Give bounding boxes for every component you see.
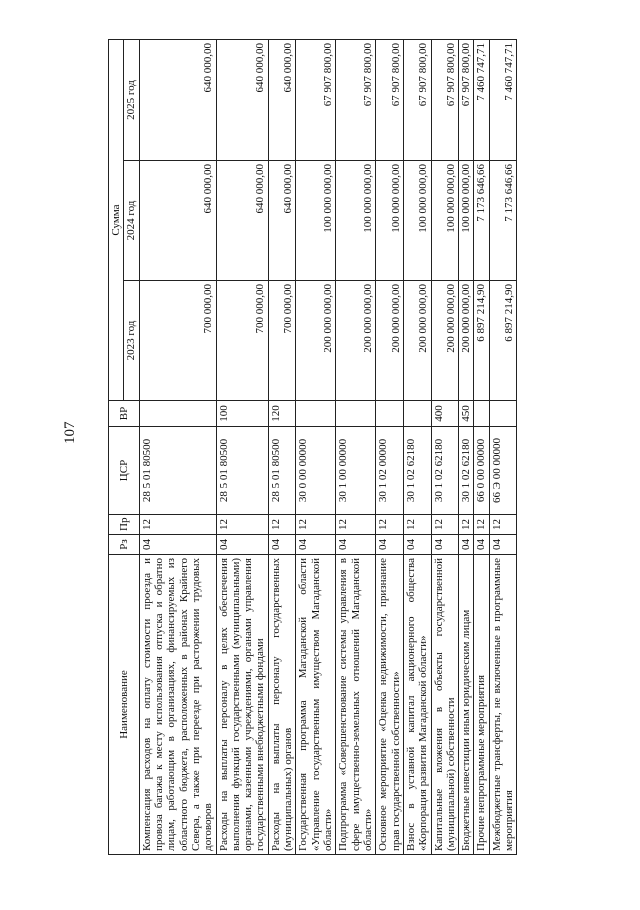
row-csr: 30 0 00 00000: [296, 427, 336, 515]
row-2025: 67 907 800,00: [376, 40, 404, 161]
row-2024: 100 000 000,00: [296, 161, 336, 281]
row-rz: 04: [474, 535, 489, 555]
row-rz: 04: [139, 535, 216, 555]
row-2025: 67 907 800,00: [431, 40, 459, 161]
row-csr: 30 1 00 00000: [336, 427, 376, 515]
row-name: Прочие непрограммные мероприятия: [474, 555, 489, 855]
table-row: [403, 40, 431, 855]
row-vr: [139, 401, 216, 427]
row-pr: 12: [296, 515, 336, 535]
header-rz: Рз: [109, 535, 140, 555]
row-pr: 12: [376, 515, 404, 535]
row-rz: 04: [403, 535, 431, 555]
budget-table-page: [108, 40, 558, 855]
header-2025: 2025 год: [124, 40, 139, 161]
row-pr: 12: [474, 515, 489, 535]
row-2023: 700 000,00: [216, 281, 268, 401]
row-2023: 700 000,00: [139, 281, 216, 401]
row-2023: 200 000 000,00: [403, 281, 431, 401]
row-2024: 7 173 646,66: [474, 161, 489, 281]
row-vr: [336, 401, 376, 427]
row-2024: 100 000 000,00: [431, 161, 459, 281]
row-pr: 12: [431, 515, 459, 535]
row-2023: 200 000 000,00: [336, 281, 376, 401]
table-row: [268, 40, 296, 855]
row-vr: 100: [216, 401, 268, 427]
row-vr: [403, 401, 431, 427]
table-row: [489, 40, 517, 855]
table-row: [296, 40, 336, 855]
table-row: [474, 40, 489, 855]
row-2025: 67 907 800,00: [336, 40, 376, 161]
row-2024: 640 000,00: [139, 161, 216, 281]
row-name: Бюджетные инвестиции иным юридическим лицам: [459, 555, 474, 855]
row-csr: 66 0 00 00000: [474, 427, 489, 515]
row-pr: 12: [268, 515, 296, 535]
row-rz: 04: [336, 535, 376, 555]
row-csr: 30 1 02 62180: [403, 427, 431, 515]
row-rz: 04: [431, 535, 459, 555]
row-2023: 200 000 000,00: [459, 281, 474, 401]
page-number: 107: [62, 421, 78, 444]
row-rz: 04: [268, 535, 296, 555]
table-body: [139, 40, 517, 855]
row-pr: 12: [216, 515, 268, 535]
row-rz: 04: [459, 535, 474, 555]
row-name: Расходы на выплаты персоналу в целях обеспечения выполнения функций государственными (муниципальными) органами, казенными учреждениями, органами управления государственными внебюджетными фондами: [216, 555, 268, 855]
header-pr: Пр: [109, 515, 140, 535]
row-rz: 04: [216, 535, 268, 555]
row-2023: 6 897 214,90: [474, 281, 489, 401]
row-2024: 640 000,00: [268, 161, 296, 281]
row-vr: [489, 401, 517, 427]
row-name: Межбюджетные трансферты, не включенные в программные мероприятия: [489, 555, 517, 855]
row-2025: 7 460 747,71: [474, 40, 489, 161]
table-row: [459, 40, 474, 855]
row-rz: 04: [296, 535, 336, 555]
header-name: Наименование: [109, 555, 140, 855]
row-name: Расходы на выплаты персоналу государственных (муниципальных) органов: [268, 555, 296, 855]
table-row: [431, 40, 459, 855]
row-2025: 640 000,00: [216, 40, 268, 161]
row-2024: 640 000,00: [216, 161, 268, 281]
header-vr: ВР: [109, 401, 140, 427]
row-2023: 200 000 000,00: [376, 281, 404, 401]
header-2024: 2024 год: [124, 161, 139, 281]
table-row: [216, 40, 268, 855]
row-2024: 100 000 000,00: [459, 161, 474, 281]
row-2025: 67 907 800,00: [403, 40, 431, 161]
table-row: [336, 40, 376, 855]
row-rz: 04: [489, 535, 517, 555]
row-2024: 100 000 000,00: [376, 161, 404, 281]
row-name: Государственная программа Магаданской области «Управление государственным имуществом Магаданской области»: [296, 555, 336, 855]
row-2025: 640 000,00: [139, 40, 216, 161]
row-csr: 30 1 02 62180: [459, 427, 474, 515]
row-2025: 67 907 800,00: [459, 40, 474, 161]
table-row: [376, 40, 404, 855]
row-vr: 400: [431, 401, 459, 427]
row-2023: 700 000,00: [268, 281, 296, 401]
row-vr: [376, 401, 404, 427]
row-vr: 450: [459, 401, 474, 427]
row-name: Компенсация расходов на оплату стоимости проезда и провоза багажа к месту использования отпуска и обратно лицам, работающим в организациях, финансируемых из областного бюджета, расположенных в районах Крайнего Севера, а также при переезде при расторжении трудовых договоров: [139, 555, 216, 855]
row-name: Взнос в уставной капитал акционерного общества «Корпорация развития Магаданской области»: [403, 555, 431, 855]
row-2023: 6 897 214,90: [489, 281, 517, 401]
row-csr: 30 1 02 00000: [376, 427, 404, 515]
row-2025: 7 460 747,71: [489, 40, 517, 161]
row-csr: 66 Э 00 00000: [489, 427, 517, 515]
header-2023: 2023 год: [124, 281, 139, 401]
row-pr: 12: [139, 515, 216, 535]
row-csr: 30 1 02 62180: [431, 427, 459, 515]
row-2025: 640 000,00: [268, 40, 296, 161]
row-2025: 67 907 800,00: [296, 40, 336, 161]
row-2024: 100 000 000,00: [336, 161, 376, 281]
row-pr: 12: [489, 515, 517, 535]
row-2024: 100 000 000,00: [403, 161, 431, 281]
row-2023: 200 000 000,00: [431, 281, 459, 401]
row-2024: 7 173 646,66: [489, 161, 517, 281]
row-2023: 200 000 000,00: [296, 281, 336, 401]
row-name: Основное мероприятие «Оценка недвижимости, признание прав государственной собственности»: [376, 555, 404, 855]
row-pr: 12: [403, 515, 431, 535]
budget-table: [108, 39, 517, 855]
row-vr: [474, 401, 489, 427]
row-csr: 28 5 01 80500: [139, 427, 216, 515]
row-pr: 12: [459, 515, 474, 535]
row-rz: 04: [376, 535, 404, 555]
header-sum: Сумма: [109, 40, 124, 401]
table-header: [109, 40, 140, 855]
row-csr: 28 5 01 80500: [216, 427, 268, 515]
table-row: [139, 40, 216, 855]
row-vr: 120: [268, 401, 296, 427]
row-pr: 12: [336, 515, 376, 535]
row-name: Капитальные вложения в объекты государственной (муниципальной) собственности: [431, 555, 459, 855]
row-name: Подпрограмма «Совершенствование системы управления в сфере имущественно-земельных отношений Магаданской области»: [336, 555, 376, 855]
row-csr: 28 5 01 80500: [268, 427, 296, 515]
row-vr: [296, 401, 336, 427]
header-csr: ЦСР: [109, 427, 140, 515]
